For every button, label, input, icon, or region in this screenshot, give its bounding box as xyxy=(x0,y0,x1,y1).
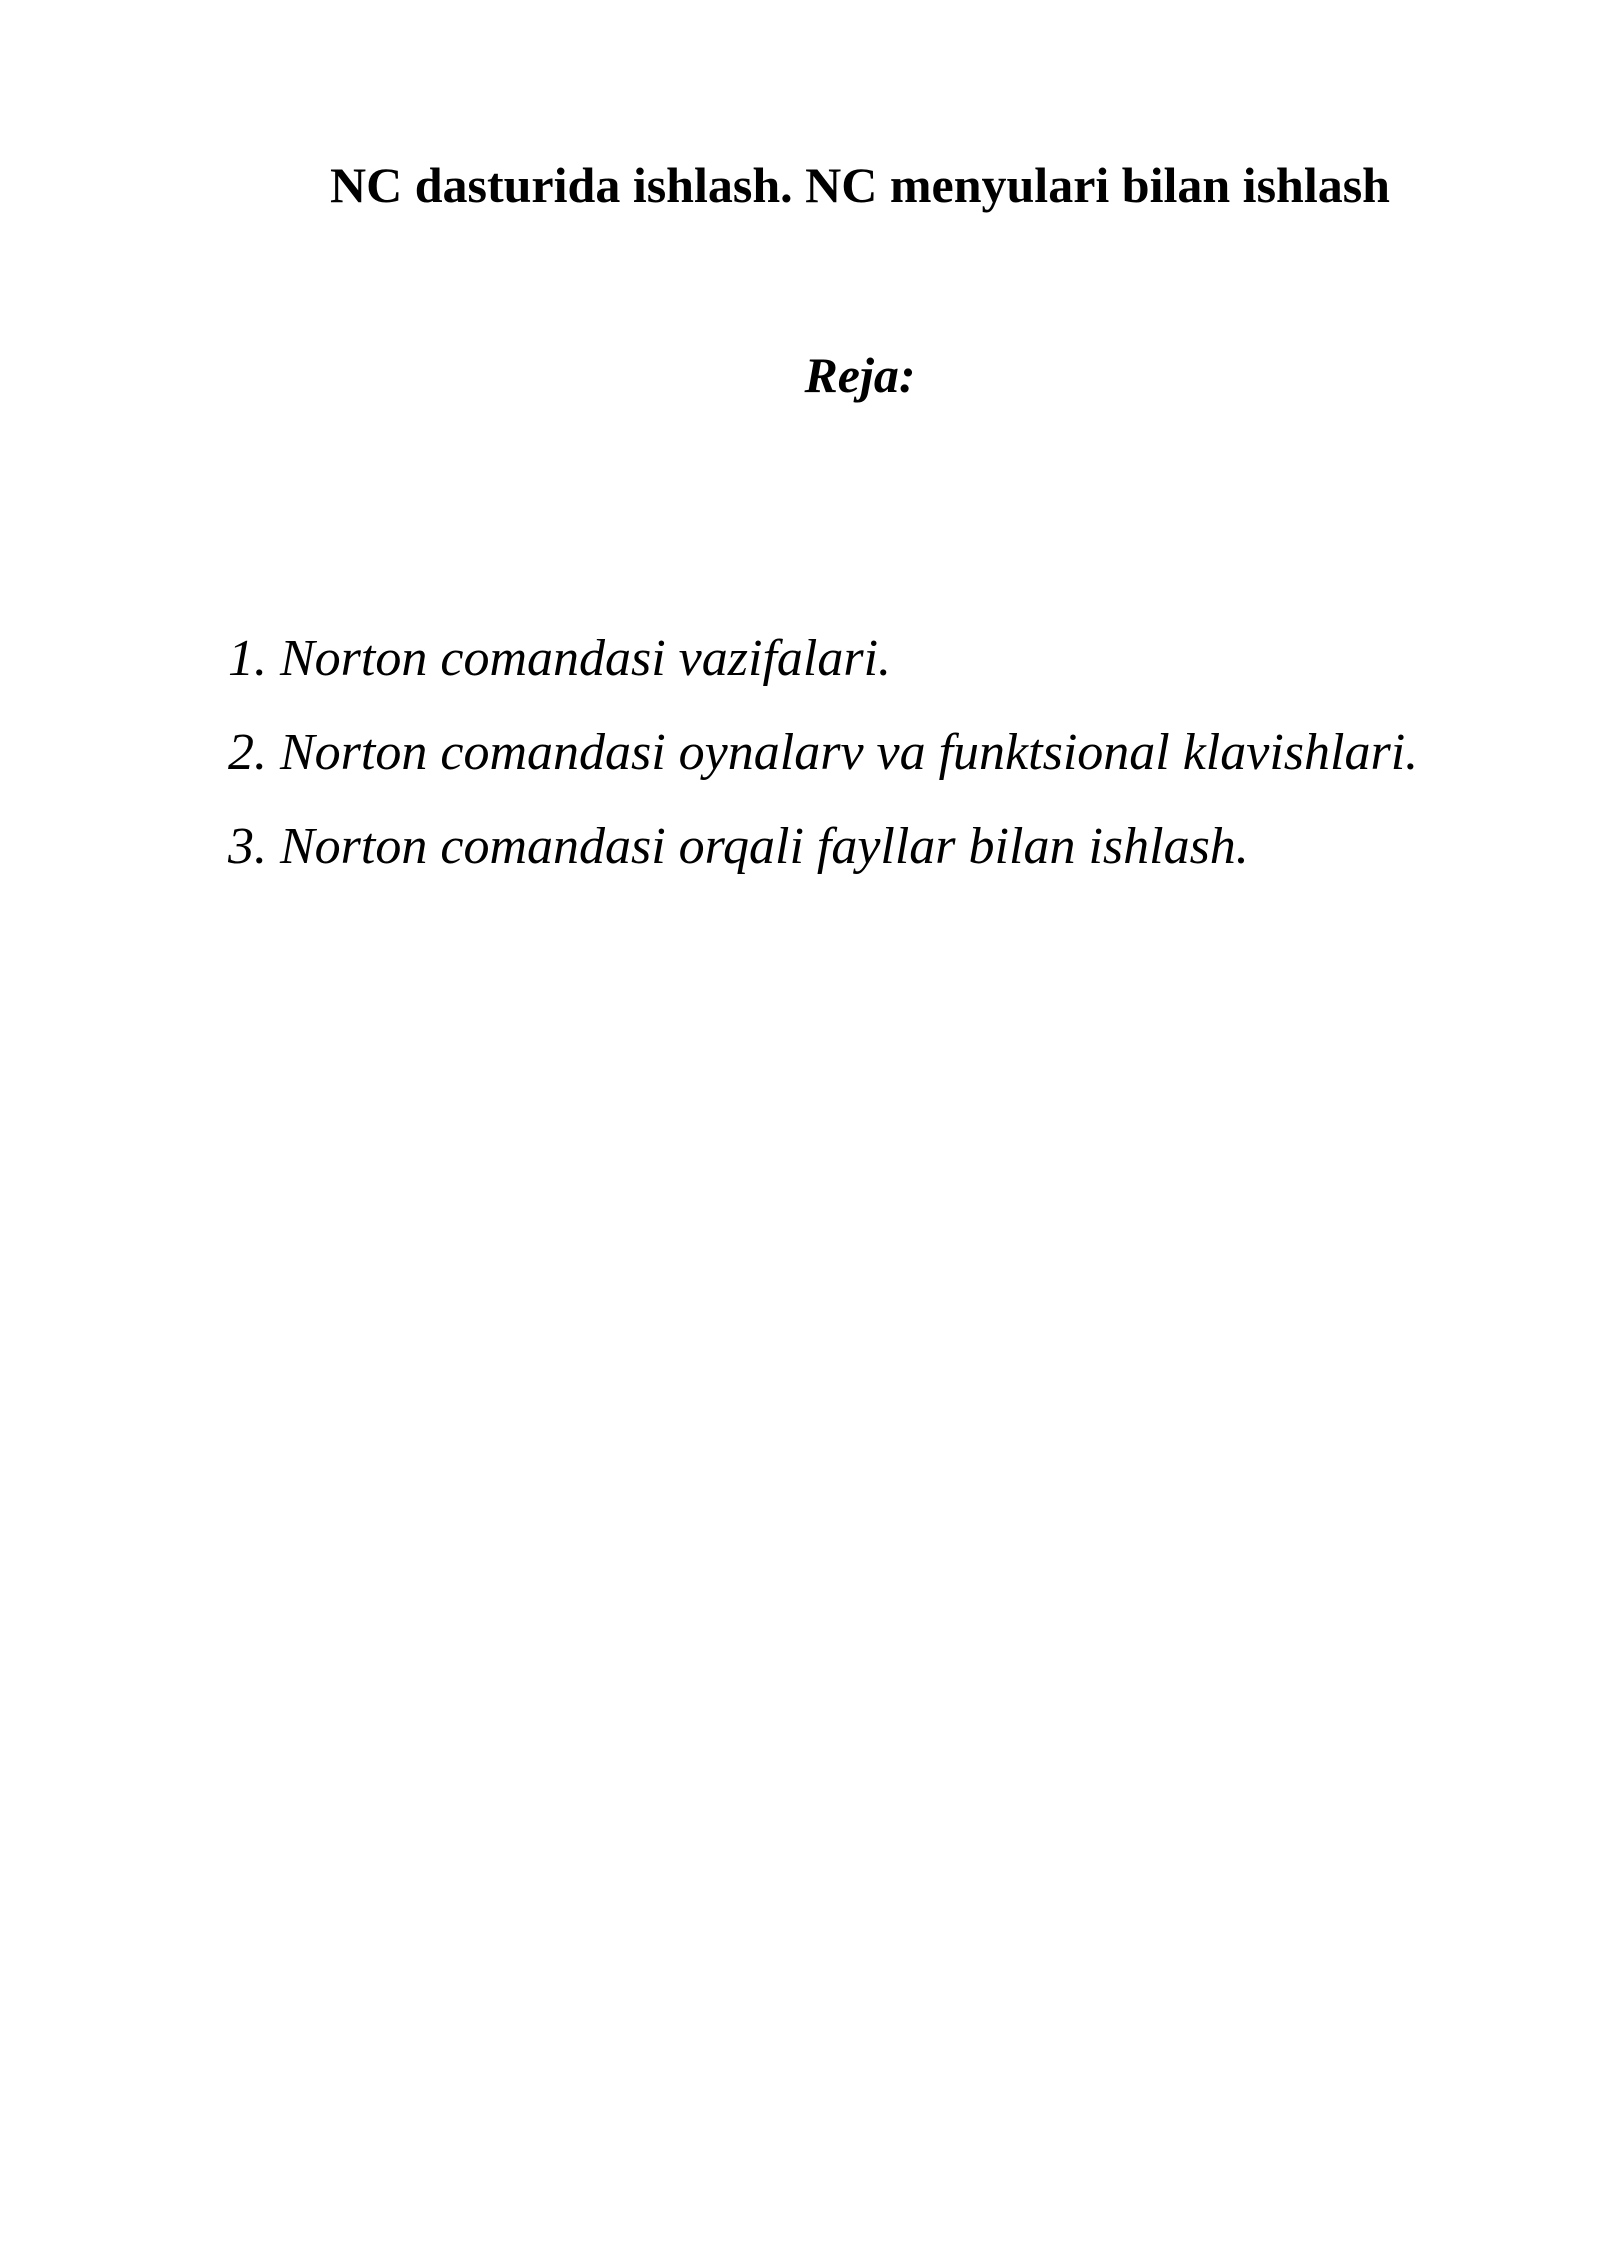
plan-heading: Reja: xyxy=(804,347,916,403)
plan-item-3: 3. Norton comandasi orqali fayllar bilan ishlash. xyxy=(228,818,1249,875)
plan-item-2: 2. Norton comandasi oynalarv va funktsional klavishlari. xyxy=(228,724,1419,781)
plan-list xyxy=(228,612,1418,894)
plan-item-1: 1. Norton comandasi vazifalari. xyxy=(228,630,892,687)
document-title: NC dasturida ishlash. NC menyulari bilan ishlash xyxy=(329,157,1390,213)
